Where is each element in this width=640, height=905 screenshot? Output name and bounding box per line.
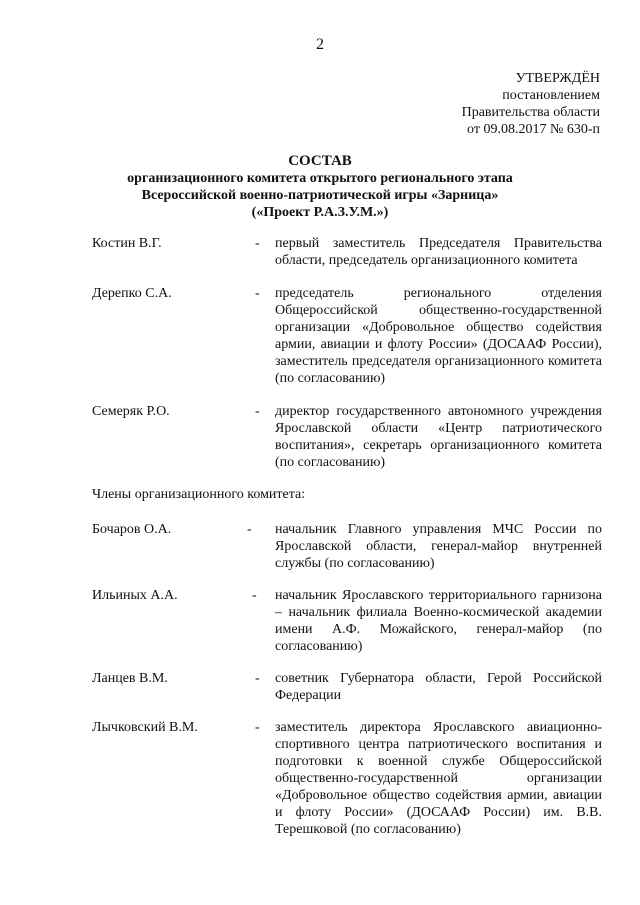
person-name: Ланцев В.М. [92, 671, 168, 686]
person-name: Дерепко С.А. [92, 286, 172, 301]
person-position: председатель регионального отделения Общероссийской общественно-государственной организации «Добровольное общество содействия армии, авиации и флоту России» (ДОСААФ России), заместитель председателя организационного комитета (по согласованию) [275, 286, 602, 386]
person-name: Лычковский В.М. [92, 720, 198, 735]
person-name: Ильиных А.А. [92, 588, 178, 603]
committee-entry [92, 285, 602, 387]
title-line: («Проект Р.А.З.У.М.») [251, 205, 389, 220]
page-number: 2 [316, 36, 324, 53]
person-position: директор государственного автономного учреждения Ярославской области «Центр патриотического воспитания», секретарь организационного комитета (по согласованию) [275, 404, 602, 470]
entry-dash: - [255, 720, 260, 735]
title-line: организационного комитета открытого регионального этапа [127, 171, 513, 186]
person-position: начальник Ярославского территориального гарнизона – начальник филиала Военно-космической академии имени А.Ф. Можайского, генерал-майор (по согласованию) [275, 588, 602, 654]
approval-stamp [462, 70, 600, 138]
title-main: СОСТАВ [288, 153, 352, 169]
entry-dash: - [252, 588, 257, 603]
document-title [0, 152, 640, 221]
approval-line: постановлением [502, 88, 600, 103]
committee-entry [92, 670, 602, 704]
person-position: советник Губернатора области, Герой Российской Федерации [275, 671, 602, 703]
entry-dash: - [255, 286, 260, 301]
entry-dash: - [255, 404, 260, 419]
entry-dash: - [255, 236, 260, 251]
person-position: первый заместитель Председателя Правительства области, председатель организационного комитета [275, 236, 602, 268]
members-heading: Члены организационного комитета: [92, 487, 306, 502]
committee-entry [92, 403, 602, 471]
committee-entry [92, 587, 602, 655]
committee-entry [92, 521, 602, 572]
entry-dash: - [247, 522, 252, 537]
title-line: Всероссийской военно-патриотической игры «Зарница» [141, 188, 499, 203]
approval-line: от 09.08.2017 № 630-п [467, 122, 600, 137]
entry-dash: - [255, 671, 260, 686]
person-position: заместитель директора Ярославского авиационно-спортивного центра патриотического воспитания и подготовки к военной службе Общероссийской общественно-государственной организации «Добровольное общество содействия армии, авиации и флоту России» (ДОСААФ России) им. В.В. Терешковой (по согласованию) [275, 720, 602, 837]
person-name: Семеряк Р.О. [92, 404, 170, 419]
person-position: начальник Главного управления МЧС России по Ярославской области, генерал-майор внутренней службы (по согласованию) [275, 522, 602, 571]
approval-line: УТВЕРЖДЁН [515, 71, 600, 86]
committee-entry [92, 235, 602, 269]
person-name: Бочаров О.А. [92, 522, 172, 537]
person-name: Костин В.Г. [92, 236, 162, 251]
approval-line: Правительства области [461, 105, 600, 120]
committee-entry [92, 719, 602, 838]
